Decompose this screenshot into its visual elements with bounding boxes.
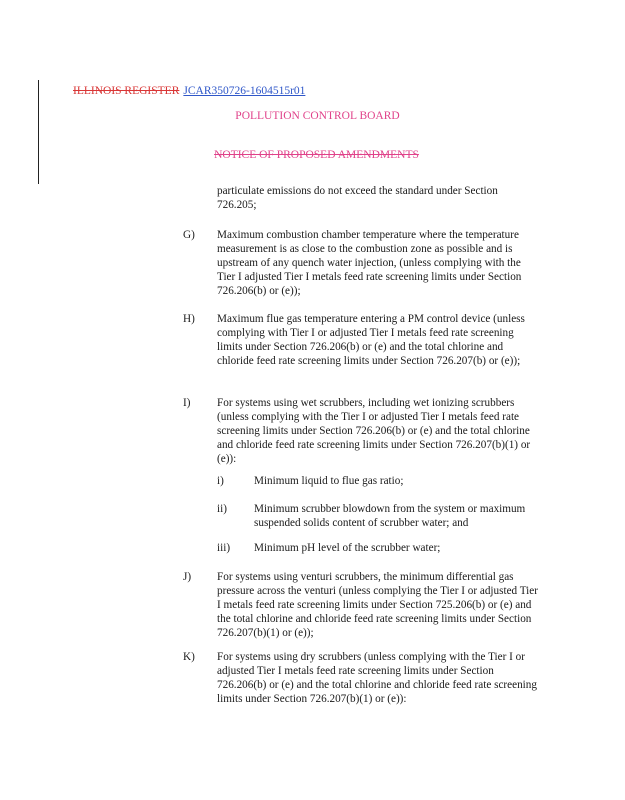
subitem-label-iii: iii) bbox=[217, 542, 231, 554]
revision-change-bar bbox=[38, 80, 39, 184]
subitem-text-ii: Minimum scrubber blowdown from the system or maximum suspended solids content of scrubber water; and bbox=[254, 503, 526, 530]
item-label-h: H) bbox=[183, 313, 195, 325]
subitem-label-i: i) bbox=[217, 475, 224, 487]
item-text-j: For systems using venturi scrubbers, the minimum differential gas pressure across the venturi (unless complying the Tier I or adjusted Tier I metals feed rate screening limits under Section 725.206(b) or (e) and the total chlorine and chloride feed rate screening limits under Section 726.207(b)(1) or (e)); bbox=[217, 571, 538, 640]
item-text-g: Maximum combustion chamber temperature where the temperature measurement is as close to the combustion zone as possible and is upstream of any quench water injection, (unless complying with the Tier I adjusted Tier I metals feed rate screening limits under Section 726.206(b) or (e)); bbox=[217, 229, 522, 298]
subitem-text-iii: Minimum pH level of the scrubber water; bbox=[254, 542, 441, 554]
item-label-j: J) bbox=[183, 571, 192, 583]
register-header bbox=[73, 84, 305, 98]
subitem-label-ii: ii) bbox=[217, 503, 227, 515]
subitem-text-i: Minimum liquid to flue gas ratio; bbox=[254, 475, 404, 487]
item-text-k: For systems using dry scrubbers (unless complying with the Tier I or adjusted Tier I metals feed rate screening limits under Section 726.206(b) or (e) and the total chlorine and chloride feed rate screening limits under Section 726.207(b)(1) or (e)): bbox=[217, 651, 537, 706]
register-id-inserted: JCAR350726-1604515r01 bbox=[183, 85, 306, 97]
item-label-i: I) bbox=[183, 397, 191, 409]
agency-name: POLLUTION CONTROL BOARD bbox=[235, 110, 400, 122]
notice-title-deleted: NOTICE OF PROPOSED AMENDMENTS bbox=[214, 149, 419, 161]
intro-paragraph: particulate emissions do not exceed the standard under Section 726.205; bbox=[217, 185, 498, 212]
item-label-g: G) bbox=[183, 229, 195, 241]
item-text-i: For systems using wet scrubbers, including wet ionizing scrubbers (unless complying with the Tier I or adjusted Tier I metals feed rate screening limits under Section 726.206(b) or (e) and the total chlorine and chloride feed rate screening limits under Section 726.207(b)(1) or (e)): bbox=[217, 397, 531, 466]
item-label-k: K) bbox=[183, 651, 195, 663]
item-text-h: Maximum flue gas temperature entering a PM control device (unless complying with Tier I or adjusted Tier I metals feed rate screening limits under Section 726.206(b) or (e) and the total chlorine and chloride feed rate screening limits under Section 726.207(b) or (e)); bbox=[217, 313, 525, 368]
register-title-deleted: ILLINOIS REGISTER bbox=[73, 85, 180, 97]
